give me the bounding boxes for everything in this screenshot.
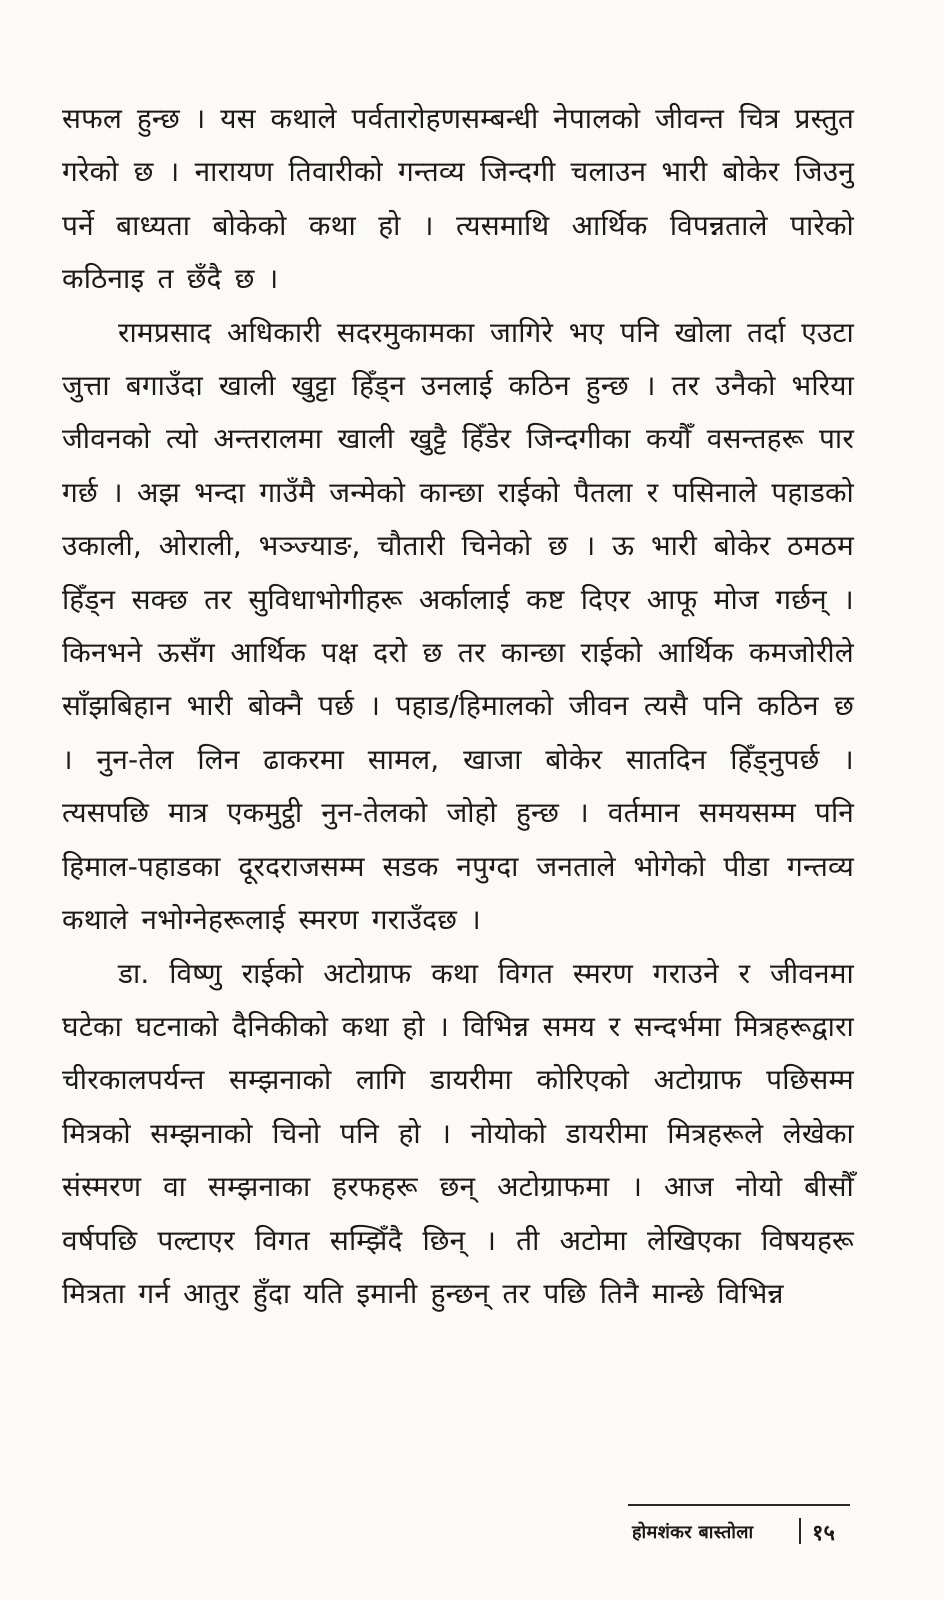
text-body — [62, 92, 854, 1320]
paragraph-1: सफल हुन्छ । यस कथाले पर्वतारोहणसम्बन्धी नेपालको जीवन्त चित्र प्रस्तुत गरेको छ । नारायण तिवारीको गन्तव्य जिन्दगी चलाउन भारी बोकेर जिउनु पर्ने बाध्यता बोकेको कथा हो । त्यसमाथि आर्थिक विपन्नताले पारेको कठिनाइ त छँदै छ । — [62, 102, 854, 296]
footer-author: होमशंकर बास्तोला — [632, 1522, 754, 1543]
paragraph-2: रामप्रसाद अधिकारी सदरमुकामका जागिरे भए पनि खोला तर्दा एउटा जुत्ता बगाउँदा खाली खुट्टा हिँड्न उनलाई कठिन हुन्छ । तर उनैको भरिया जीवनको त्यो अन्तरालमा खाली खुट्टै हिँडेर जिन्दगीका कयौँ वसन्तहरू पार गर्छ । अझ भन्दा गाउँमै जन्मेको कान्छा राईको पैतला र पसिनाले पहाडको उकाली, ओराली, भञ्ज्याङ, चौतारी चिनेको छ । ऊ भारी बोकेर ठमठम हिँड्न सक्छ तर सुविधाभोगीहरू अर्कालाई कष्ट दिएर आफू मोज गर्छन् । किनभने ऊसँग आर्थिक पक्ष दरो छ तर कान्छा राईको आर्थिक कमजोरीले साँझबिहान भारी बोक्नै पर्छ । पहाड/हिमालको जीवन त्यसै पनि कठिन छ । नुन-तेल लिन ढाकरमा सामल, खाजा बोकेर सातदिन हिँड्नुपर्छ । त्यसपछि मात्र एकमुट्ठी नुन-तेलको जोहो हुन्छ । वर्तमान समयसम्म पनि हिमाल-पहाडका दूरदराजसम्म सडक नपुग्दा जनताले भोगेको पीडा गन्तव्य कथाले नभोग्नेहरूलाई स्मरण गराउँदछ । — [62, 315, 854, 937]
footer-separator — [799, 1518, 801, 1544]
page-footer — [628, 1504, 858, 1556]
page-number: १५ — [812, 1521, 835, 1546]
footer-rule — [628, 1504, 850, 1506]
paragraph-3: डा. विष्णु राईको अटोग्राफ कथा विगत स्मरण गराउने र जीवनमा घटेका घटनाको दैनिकीको कथा हो । विभिन्न समय र सन्दर्भमा मित्रहरूद्वारा चीरकालपर्यन्त सम्झनाको लागि डायरीमा कोरिएको अटोग्राफ पछिसम्म मित्रको सम्झनाको चिनो पनि हो । नोयोको डायरीमा मित्रहरूले लेखेका संस्मरण वा सम्झनाका हरफहरू छन् अटोग्राफमा । आज नोयो बीसौँ वर्षपछि पल्टाएर विगत सम्झिँदै छिन् । ती अटोमा लेखिएका विषयहरू मित्रता गर्न आतुर हुँदा यति इमानी हुन्छन् तर पछि तिनै मान्छे विभिन्न — [62, 956, 854, 1310]
